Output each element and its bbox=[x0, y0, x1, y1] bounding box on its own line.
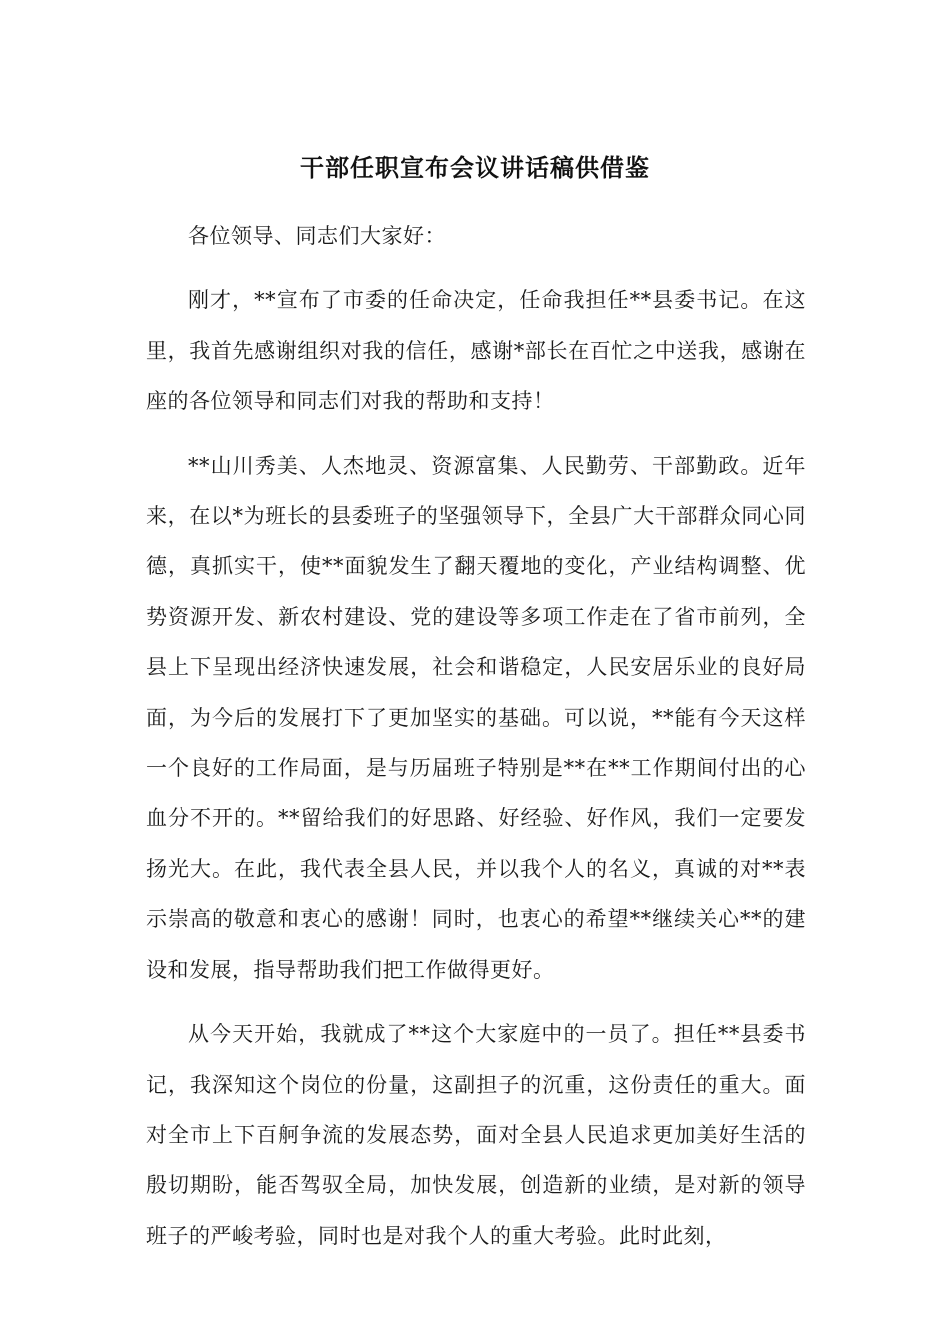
document-body bbox=[146, 211, 806, 1275]
document-title: 干部任职宣布会议讲话稿供借鉴 bbox=[300, 154, 650, 182]
body-paragraph: 从今天开始，我就成了**这个大家庭中的一员了。担任**县委书记，我深知这个岗位的份量，这副担子的沉重，这份责任的重大。面对全市上下百舸争流的发展态势，面对全县人民追求更加美好生活的殷切期盼，能否驾驭全局，加快发展，创造新的业绩，是对新的领导班子的严峻考验，同时也是对我个人的重大考验。此时此刻， bbox=[146, 1022, 806, 1248]
body-paragraph: **山川秀美、人杰地灵、资源富集、人民勤劳、干部勤政。近年来，在以*为班长的县委班子的坚强领导下，全县广大干部群众同心同德，真抓实干，使**面貌发生了翻天覆地的变化，产业结构调整、优势资源开发、新农村建设、党的建设等多项工作走在了省市前列，全县上下呈现出经济快速发展，社会和谐稳定，人民安居乐业的良好局面，为今后的发展打下了更加坚实的基础。可以说，**能有今天这样一个良好的工作局面，是与历届班子特别是**在**工作期间付出的心血分不开的。**留给我们的好思路、好经验、好作风，我们一定要发扬光大。在此，我代表全县人民，并以我个人的名义，真诚的对**表示崇高的敬意和衷心的感谢！同时，也衷心的希望**继续关心**的建设和发展，指导帮助我们把工作做得更好。 bbox=[146, 453, 806, 982]
greeting-paragraph: 各位领导、同志们大家好： bbox=[188, 224, 446, 248]
body-paragraph: 刚才，**宣布了市委的任命决定，任命我担任**县委书记。在这里，我首先感谢组织对我的信任，感谢*部长在百忙之中送我，感谢在座的各位领导和同志们对我的帮助和支持！ bbox=[146, 288, 806, 414]
